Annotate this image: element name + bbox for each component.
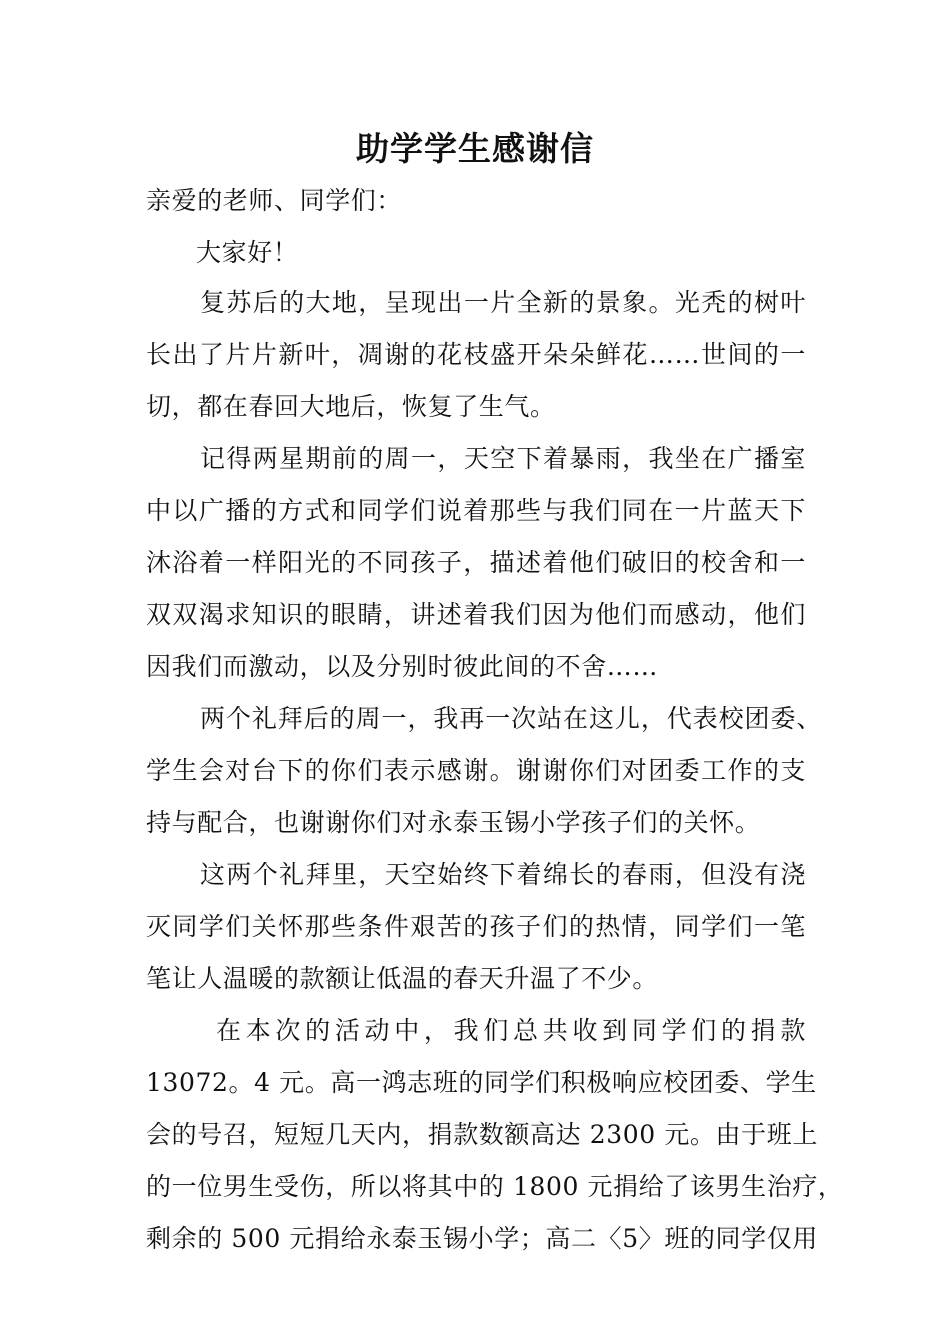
paragraph-5-line-2: 13072。4 元。高一鸿志班的同学们积极响应校团委、学生: [146, 1068, 817, 1097]
paragraph-3-line-2: 学生会对台下的你们表示感谢。谢谢你们对团委工作的支: [146, 756, 806, 785]
paragraph-2-line-3: 沐浴着一样阳光的不同孩子，描述着他们破旧的校舍和一: [146, 548, 806, 577]
paragraph-1-line-2: 长出了片片新叶，凋谢的花枝盛开朵朵鲜花……世间的一: [146, 340, 806, 369]
paragraph-5-line-3: 会的号召，短短几天内，捐款数额高达 2300 元。由于班上: [146, 1120, 818, 1149]
paragraph-3-line-3: 持与配合，也谢谢你们对永泰玉锡小学孩子们的关怀。: [146, 808, 761, 837]
paragraph-2-line-2: 中以广播的方式和同学们说着那些与我们同在一片蓝天下: [146, 496, 806, 525]
paragraph-1-line-1: 复苏后的大地，呈现出一片全新的景象。光秃的树叶: [200, 288, 806, 317]
greeting: 大家好！: [196, 238, 299, 267]
salutation: 亲爱的老师、同学们：: [146, 186, 403, 215]
paragraph-5-line-1: 在本次的活动中，我们总共收到同学们的捐款: [216, 1016, 806, 1045]
paragraph-4-line-1: 这两个礼拜里，天空始终下着绵长的春雨，但没有浇: [200, 860, 806, 889]
paragraph-5-line-4: 的一位男生受伤，所以将其中的 1800 元捐给了该男生治疗，: [146, 1172, 844, 1201]
paragraph-3-line-1: 两个礼拜后的周一，我再一次站在这儿，代表校团委、: [200, 704, 822, 733]
paragraph-4-line-3: 笔让人温暖的款额让低温的春天升温了不少。: [146, 964, 659, 993]
paragraph-2-line-4: 双双渴求知识的眼睛，讲述着我们因为他们而感动，他们: [146, 600, 806, 629]
paragraph-5-line-5: 剩余的 500 元捐给永泰玉锡小学；高二〈5〉班的同学仅用: [146, 1224, 818, 1253]
paragraph-2-line-5: 因我们而激动，以及分别时彼此间的不舍……: [146, 652, 659, 681]
paragraph-1-line-3: 切，都在春回大地后，恢复了生气。: [146, 392, 556, 421]
document-title: 助学学生感谢信: [356, 129, 594, 168]
paragraph-4-line-2: 灭同学们关怀那些条件艰苦的孩子们的热情，同学们一笔: [146, 912, 806, 941]
paragraph-2-line-1: 记得两星期前的周一，天空下着暴雨，我坐在广播室: [200, 444, 806, 473]
